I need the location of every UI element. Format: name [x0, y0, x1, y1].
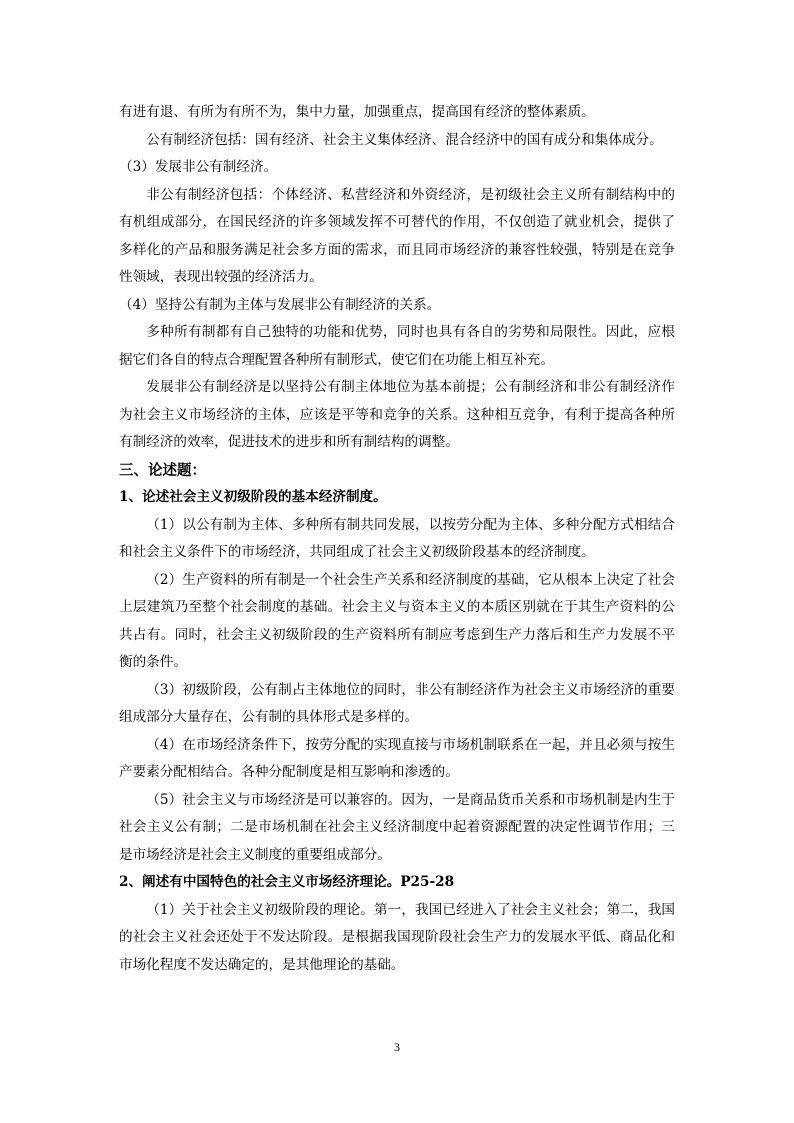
question-2-title: 2、阐述有中国特色的社会主义市场经济理论。P25-28 [119, 874, 455, 890]
item-3-body: 非公有制经济包括：个体经济、私营经济和外资经济，是初级社会主义所有制结构中的有机组成部分，在国民经济的许多领域发挥不可替代的作用，不仅创造了就业机会，提供了多样化的产品和服务满足社会多方面的需求，而且同市场经济的兼容性较强，特别是在竞争性领域，表现出较强的经济活力。 [119, 186, 675, 285]
item-4-body-2: 发展非公有制经济是以坚持公有制主体地位为基本前提；公有制经济和非公有制经济作为社会主义市场经济的主体，应该是平等和竞争的关系。这种相互竞争，有利于提高各种所有制经济的效率，促进技术的进步和所有制结构的调整。 [119, 379, 675, 450]
item-3-heading: （3）发展非公有制经济。 [119, 159, 278, 175]
item-4-heading: （4）坚持公有制为主体与发展非公有制经济的关系。 [119, 296, 441, 313]
item-4-body-1: 多种所有制都有自己独特的功能和优势，同时也具有各自的劣势和局限性。因此，应根据它们各自的特点合理配置各种所有制形式，使它们在功能上相互补充。 [119, 324, 675, 368]
section-3-title: 三、论述题： [119, 461, 206, 479]
question-1-paragraph-3: （3）初级阶段，公有制占主体地位的同时，非公有制经济作为社会主义市场经济的重要组成部分大量存在，公有制的具体形式是多样的。 [119, 681, 675, 725]
page-content [119, 99, 675, 979]
question-1-paragraph-2: （2）生产资料的所有制是一个社会生产关系和经济制度的基础，它从根本上决定了社会上层建筑乃至整个社会制度的基础。社会主义与资本主义的本质区别就在于其生产资料的公共占有。同时，社会主义初级阶段的生产资料所有制应考虑到生产力落后和生产力发展不平衡的条件。 [119, 571, 675, 670]
paragraph-public-ownership: 公有制经济包括：国有经济、社会主义集体经济、混合经济中的国有成分和集体成分。 [146, 131, 663, 148]
question-1-paragraph-1: （1）以公有制为主体、多种所有制共同发展，以按劳分配为主体、多种分配方式相结合和社会主义条件下的市场经济，共同组成了社会主义初级阶段基本的经济制度。 [119, 516, 675, 560]
question-1-paragraph-4: （4）在市场经济条件下，按劳分配的实现直接与市场机制联系在一起，并且必须与按生产要素分配相结合。各种分配制度是相互影响和渗透的。 [119, 736, 675, 780]
question-2-paragraph-1: （1）关于社会主义初级阶段的理论。第一，我国已经进入了社会主义社会；第二，我国的社会主义社会还处于不发达阶段。是根据我国现阶段社会生产力的发展水平低、商品化和市场化程度不发达确定的，是其他理论的基础。 [119, 901, 675, 973]
page-number: 3 [394, 1040, 400, 1054]
question-1-title: 1、论述社会主义初级阶段的基本经济制度。 [119, 489, 387, 505]
paragraph-continuation: 有进有退、有所为有所不为，集中力量，加强重点，提高国有经济的整体素质。 [119, 104, 595, 120]
question-1-paragraph-5: （5）社会主义与市场经济是可以兼容的。因为，一是商品货币关系和市场机制是内生于社会主义公有制；二是市场机制在社会主义经济制度中起着资源配置的决定性调节作用；三是市场经济是社会主义制度的重要组成部分。 [119, 791, 675, 863]
